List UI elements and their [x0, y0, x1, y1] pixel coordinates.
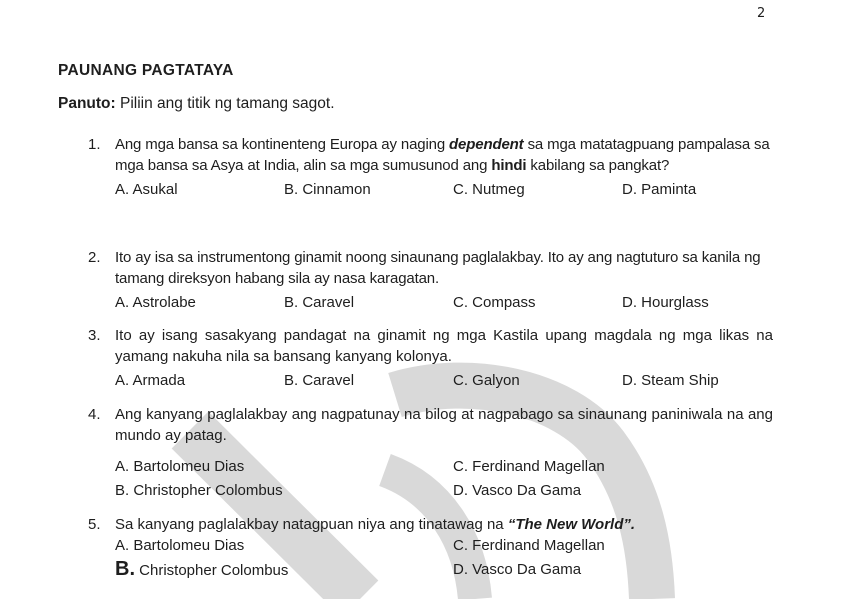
page-number: 2	[757, 6, 766, 21]
question-2	[88, 247, 773, 314]
instructions-text: Piliin ang titik ng tamang sagot.	[115, 95, 335, 112]
question-stem: Sa kanyang paglalakbay natagpuan niya ang tinatawag na “The New World”.	[115, 516, 636, 533]
option-c: C. Ferdinand Magellan	[453, 458, 605, 475]
question-4	[88, 404, 773, 504]
option-d: D. Paminta	[622, 181, 697, 198]
emphasis-new-world: “The New World”.	[507, 516, 636, 533]
page-title: PAUNANG PAGTATAYA	[58, 62, 234, 79]
option-d: D. Vasco Da Gama	[453, 561, 582, 578]
option-c: C. Nutmeg	[453, 181, 525, 198]
options-row	[115, 480, 773, 504]
option-b: B. Christopher Colombus	[115, 482, 283, 499]
emphasis-hindi: hindi	[491, 157, 527, 174]
question-number: 3.	[88, 327, 101, 344]
option-c: C. Ferdinand Magellan	[453, 537, 605, 554]
option-a: A. Bartolomeu Dias	[115, 458, 245, 475]
option-c: C. Compass	[453, 294, 536, 311]
option-b	[115, 559, 288, 581]
option-d: D. Vasco Da Gama	[453, 482, 582, 499]
option-a: A. Asukal	[115, 181, 178, 198]
option-a: A. Bartolomeu Dias	[115, 537, 245, 554]
question-stem: Ito ay isang sasakyang pandagat na ginamit ng mga Kastila upang magdala ng mga likas na yamang nakuha nila sa bansang kanyang kolonya.	[115, 327, 773, 365]
options-row	[115, 535, 773, 559]
question-3	[88, 325, 773, 392]
question-number: 4.	[88, 406, 101, 423]
option-b: B. Caravel	[284, 372, 355, 389]
option-b-letter: B.	[115, 558, 135, 580]
question-stem: Ang mga bansa sa kontinenteng Europa ay naging dependent sa mga matatagpuang pampalasa sa mga bansa sa Asya at India, alin sa mga sumusunod ang hindi kabilang sa pangkat?	[115, 136, 770, 174]
option-b: B. Cinnamon	[284, 181, 371, 198]
option-a: A. Astrolabe	[115, 294, 196, 311]
option-c: C. Galyon	[453, 372, 520, 389]
question-stem: Ito ay isa sa instrumentong ginamit noong sinaunang paglalakbay. Ito ay ang nagtuturo sa kanila ng tamang direksyon habang sila ay nasa karagatan.	[115, 249, 761, 287]
option-d: D. Hourglass	[622, 294, 709, 311]
options-row	[115, 456, 773, 480]
options-row	[115, 292, 773, 314]
option-d: D. Steam Ship	[622, 372, 719, 389]
options-grid	[115, 535, 773, 583]
options-row	[115, 559, 773, 583]
question-stem: Ang kanyang paglalakbay ang nagpatunay na bilog at nagpabago sa sinaunang paniniwala na ang mundo ay patag.	[115, 406, 773, 444]
options-row	[115, 370, 773, 392]
options-row	[115, 179, 773, 201]
option-a: A. Armada	[115, 372, 186, 389]
question-number: 2.	[88, 249, 101, 266]
instructions	[58, 95, 335, 113]
question-number: 5.	[88, 516, 101, 533]
question-5	[88, 514, 773, 583]
option-b-text: Christopher Colombus	[135, 562, 289, 579]
options-grid	[115, 456, 773, 504]
question-1	[88, 134, 773, 201]
question-number: 1.	[88, 136, 101, 153]
emphasis-dependent: dependent	[449, 136, 524, 153]
instructions-label: Panuto:	[58, 95, 116, 112]
option-b: B. Caravel	[284, 294, 355, 311]
